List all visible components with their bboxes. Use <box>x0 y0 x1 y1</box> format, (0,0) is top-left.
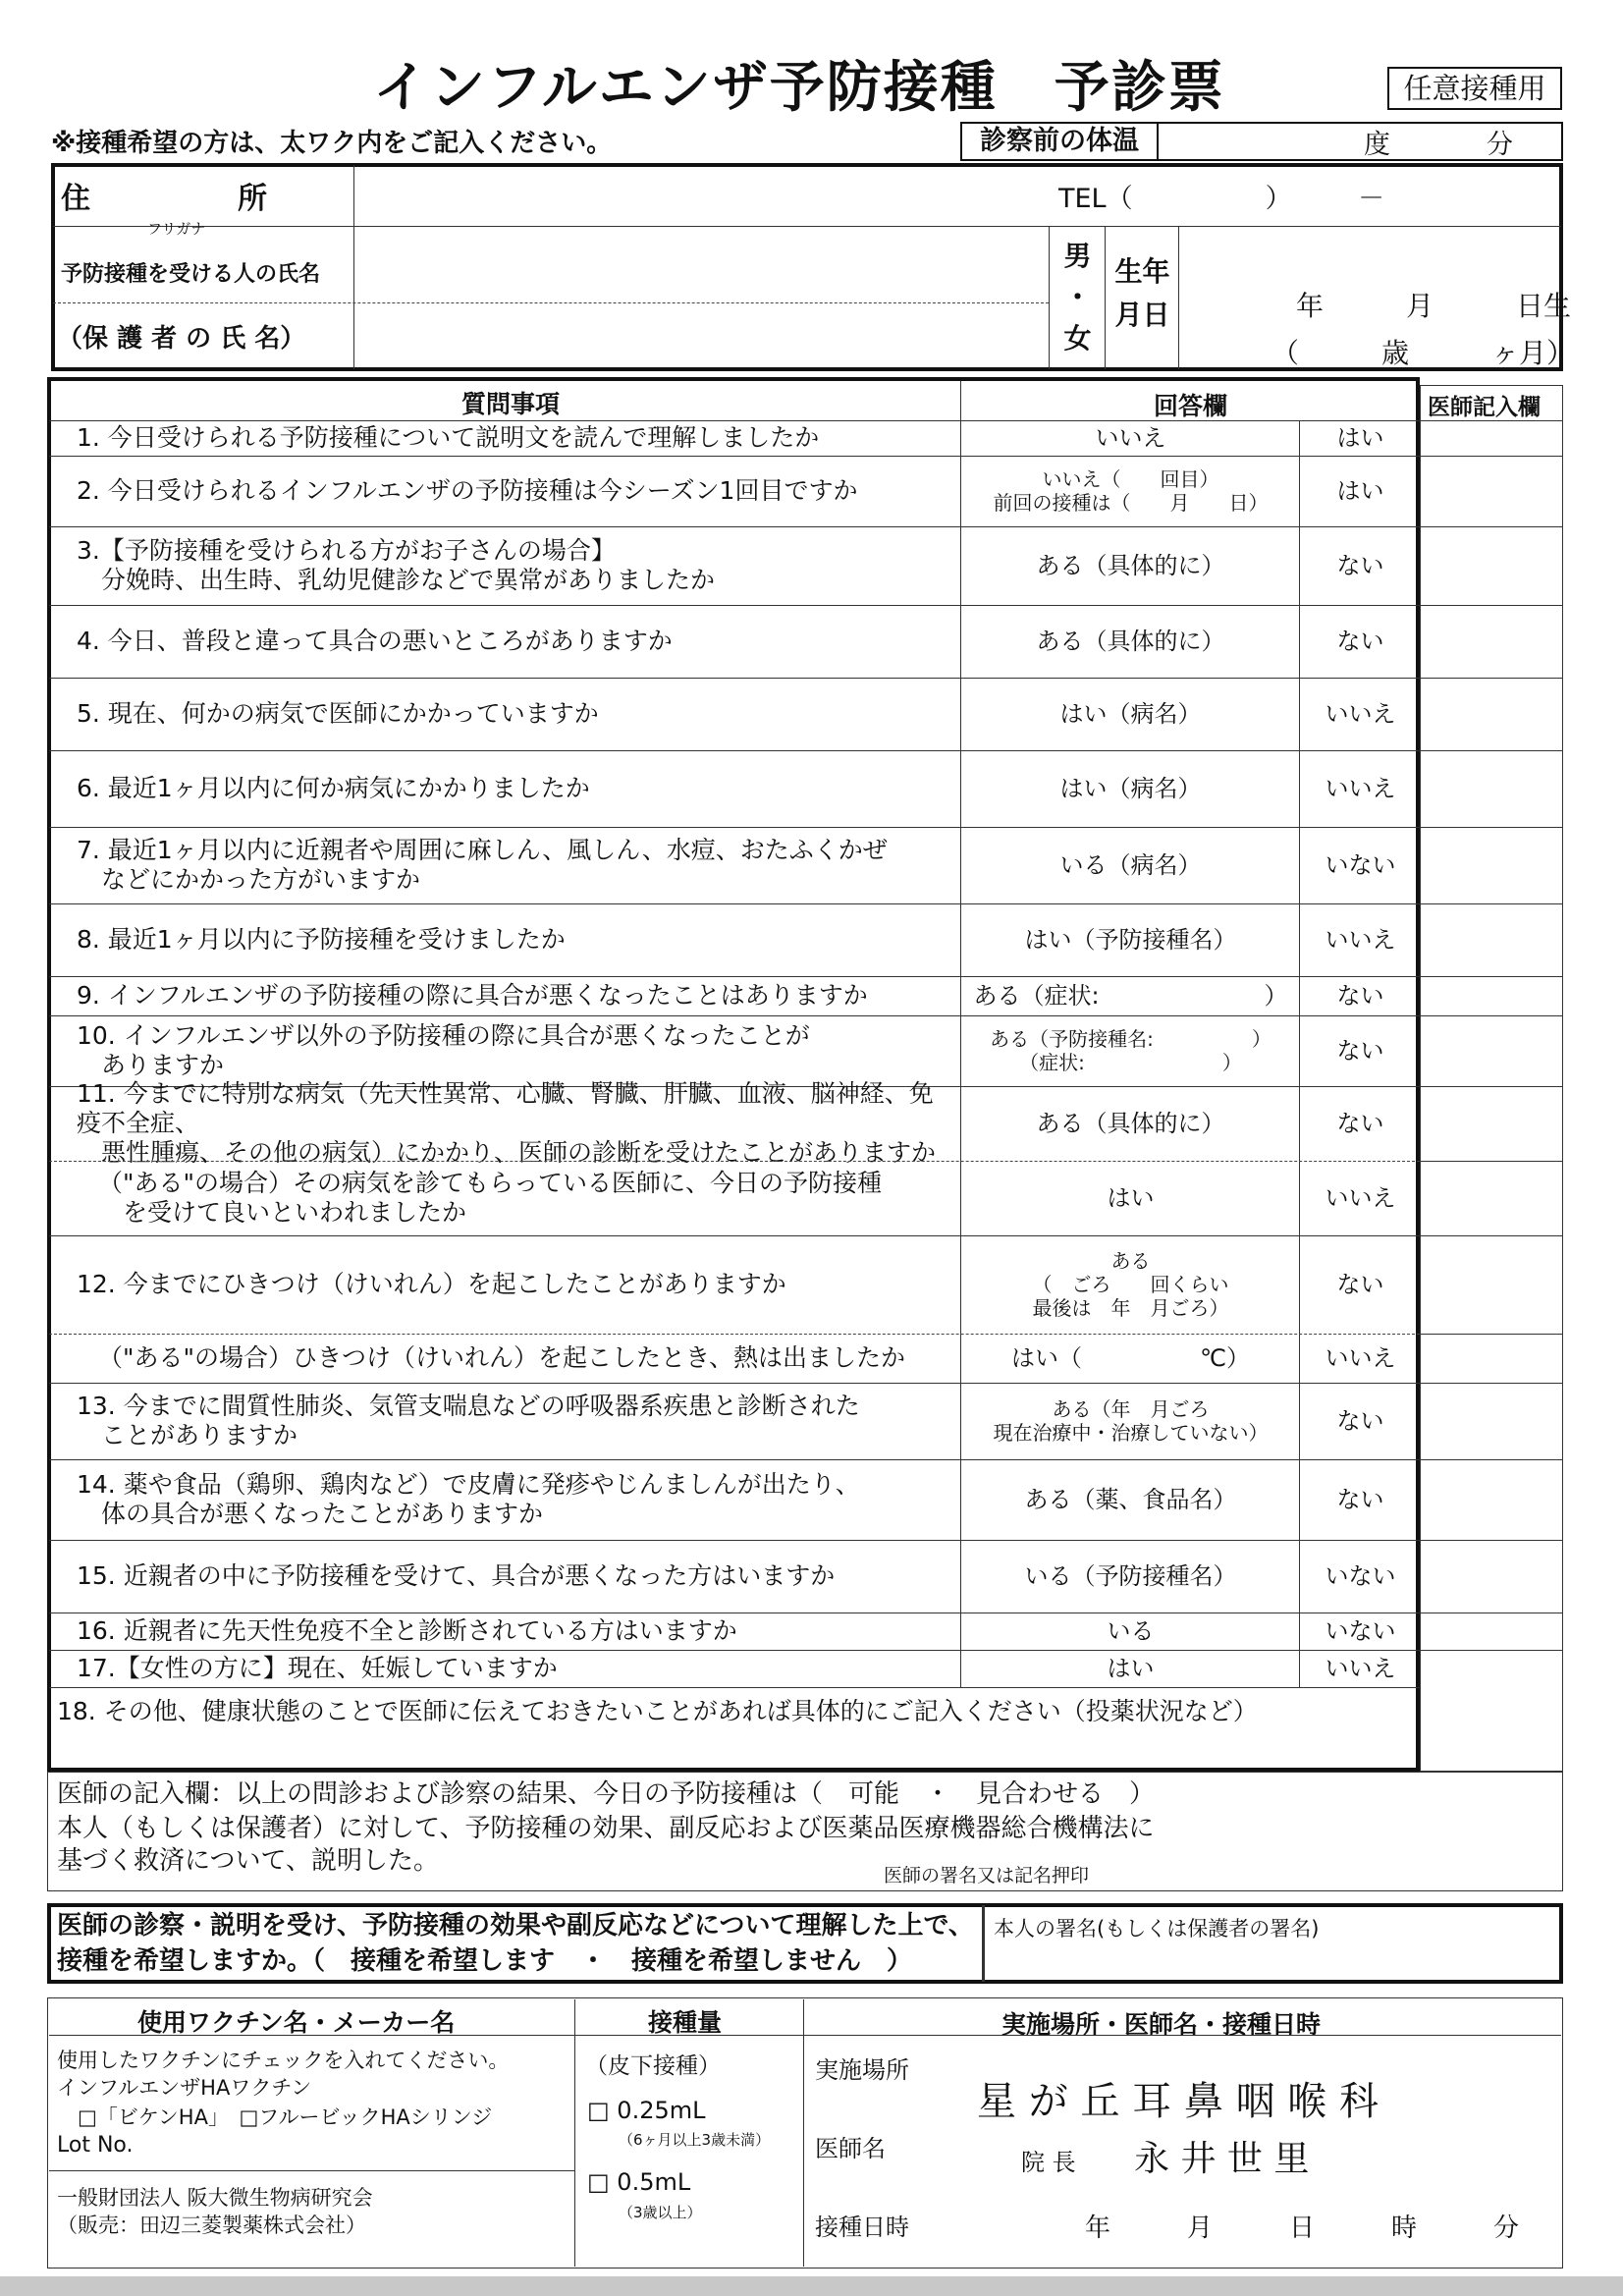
question-11-answer-yes[interactable]: ある（具体的に） <box>1036 1110 1225 1137</box>
temperature-box <box>960 122 1563 161</box>
consent-signature-field[interactable] <box>984 1940 1561 1981</box>
question-6-text: 6. 最近1ヶ月以内に何か病気にかかりましたか <box>77 774 590 802</box>
question-18-field[interactable] <box>57 1730 1412 1768</box>
question-13-text: 12. 今までにひきつけ（けいれん）を起こしたことがありますか <box>77 1270 786 1298</box>
question-17-answer-no[interactable]: いない <box>1325 1562 1396 1590</box>
dob-label <box>1107 250 1178 337</box>
maker-name: 一般財団法人 阪大微生物病研究会 <box>57 2186 373 2210</box>
question-18-answer-yes[interactable]: いる <box>1107 1617 1155 1645</box>
question-15-doctor-cell[interactable] <box>1422 1383 1561 1459</box>
temperature-label: 診察前の体温 <box>962 124 1159 159</box>
consent-signature-label: 本人の署名(もしくは保護者の署名) <box>994 1917 1320 1941</box>
dose-option-05[interactable]: □ 0.5mL <box>587 2168 691 2196</box>
question-12-answer-yes[interactable]: はい <box>1107 1184 1155 1212</box>
question-9-answer-no[interactable]: ない <box>1336 982 1384 1010</box>
vaccine-options[interactable]: □「ビケンHA」 □フルービックHAシリンジ <box>57 2105 493 2129</box>
question-18: 18. その他、健康状態のことで医師に伝えておきたいことがあれば具体的にご記入ください（投薬状況など） <box>57 1697 1258 1725</box>
question-9-text: 9. インフルエンザの予防接種の際に具合が悪くなったことはありますか <box>77 981 868 1010</box>
question-1-answer-no[interactable]: はい <box>1336 424 1384 452</box>
question-18-answer-no[interactable]: いない <box>1325 1617 1396 1645</box>
tel-field[interactable]: TEL（ ） － <box>1058 183 1385 214</box>
place-stamp: 星 が 丘 耳 鼻 咽 喉 科 <box>977 2079 1380 2124</box>
temperature-unit-minute: 分 <box>1487 129 1513 160</box>
consent-line1: 医師の診察・説明を受け、予防接種の効果や副反応などについて理解した上で、 <box>57 1911 974 1941</box>
sex-separator: ・ <box>1063 281 1092 313</box>
doctor-name-stamp: 永 井 世 里 <box>1134 2139 1310 2179</box>
question-15-answer-no[interactable]: ない <box>1336 1407 1384 1435</box>
address-label: 住 所 <box>61 182 267 216</box>
vaccination-datetime-field[interactable]: 年 月 日 時 分 <box>1085 2214 1520 2243</box>
question-10-text: 10. インフルエンザ以外の予防接種の際に具合が悪くなったことが ありますか <box>77 1021 810 1079</box>
question-16-doctor-cell[interactable] <box>1422 1459 1561 1540</box>
dob-label-1: 生年 <box>1114 255 1170 288</box>
question-14-doctor-cell[interactable] <box>1422 1334 1561 1383</box>
age-field[interactable]: （ 歳 ヶ月） <box>1271 337 1575 369</box>
question-10-answer-yes[interactable]: ある（予防接種名: ） （症状: ） <box>990 1027 1271 1074</box>
question-9-answer-yes[interactable]: ある（症状: ） <box>973 982 1288 1010</box>
question-5-text: 5. 現在、何かの病気で医師にかかっていますか <box>77 699 599 728</box>
question-9-doctor-cell[interactable] <box>1422 976 1561 1015</box>
question-18-text: 16. 近親者に先天性免疫不全と診断されている方はいますか <box>77 1616 737 1645</box>
question-19-answer-no[interactable]: いいえ <box>1325 1655 1396 1682</box>
address-field[interactable] <box>355 167 1043 224</box>
question-3-doctor-cell[interactable] <box>1422 526 1561 605</box>
question-4-doctor-cell[interactable] <box>1422 605 1561 678</box>
question-19-text: 17.【女性の方に】現在、妊娠していますか <box>77 1654 558 1682</box>
question-7-answer-yes[interactable]: いる（病名） <box>1059 851 1202 879</box>
temperature-field[interactable] <box>1159 124 1561 159</box>
question-1-doctor-cell[interactable] <box>1422 420 1561 456</box>
question-5-doctor-cell[interactable] <box>1422 678 1561 750</box>
dob-label-2: 月日 <box>1114 299 1170 331</box>
vaccine-header: 使用ワクチン名・メーカー名 <box>137 2008 456 2037</box>
header-answer: 回答欄 <box>1154 392 1228 420</box>
vaccine-instruction: 使用したワクチンにチェックを入れてください。 <box>57 2049 510 2072</box>
question-6-answer-no[interactable]: いいえ <box>1325 775 1396 802</box>
question-11-answer-no[interactable]: ない <box>1336 1110 1384 1137</box>
dob-field[interactable]: 年 月 日生 <box>1296 290 1572 322</box>
question-10-answer-no[interactable]: ない <box>1336 1037 1384 1065</box>
question-4-text: 4. 今日、普段と違って具合の悪いところがありますか <box>77 627 673 655</box>
question-12-answer-no[interactable]: いいえ <box>1325 1184 1396 1212</box>
question-16-text: 14. 薬や食品（鶏卵、鶏肉など）で皮膚に発疹やじんましんが出たり、 体の具合が悪くなったことがありますか <box>77 1470 860 1528</box>
header-question: 質問事項 <box>461 390 561 418</box>
dose-header: 接種量 <box>648 2008 723 2037</box>
doctor-name-label: 医師名 <box>815 2135 886 2162</box>
question-2-text: 2. 今日受けられるインフルエンザの予防接種は今シーズン1回目ですか <box>77 476 858 505</box>
guardian-field[interactable] <box>355 306 1047 365</box>
question-12-doctor-cell[interactable] <box>1422 1161 1561 1235</box>
question-6-answer-yes[interactable]: はい（病名） <box>1059 775 1202 802</box>
question-8-answer-no[interactable]: いいえ <box>1325 926 1396 954</box>
question-17-text: 15. 近親者の中に予防接種を受けて、具合が悪くなった方はいますか <box>77 1561 836 1590</box>
question-5-answer-yes[interactable]: はい（病名） <box>1059 700 1202 728</box>
question-5-answer-no[interactable]: いいえ <box>1325 700 1396 728</box>
question-8-text: 8. 最近1ヶ月以内に予防接種を受けましたか <box>77 925 566 954</box>
distributor-name: （販売：田辺三菱製薬株式会社） <box>57 2214 366 2237</box>
dose-option-05-note: （3歳以上） <box>619 2204 702 2221</box>
question-11-text: 11. 今までに特別な病気（先天性異常、心臓、腎臓、肝臓、血液、脳神経、免疫不全症、 悪性腫瘍、その他の病気）にかかり、医師の診断を受けたことがありますか <box>77 1079 937 1167</box>
fill-notice: ※接種希望の方は、太ワク内をご記入ください。 <box>51 129 613 158</box>
place-header: 実施場所・医師名・接種日時 <box>1001 2010 1322 2039</box>
question-10-doctor-cell[interactable] <box>1422 1015 1561 1086</box>
question-16-answer-no[interactable]: ない <box>1336 1486 1384 1513</box>
sex-male[interactable]: 男 <box>1063 240 1092 272</box>
question-19-doctor-cell[interactable] <box>1422 1650 1561 1687</box>
doctor-note-line2: 本人（もしくは保護者）に対して、予防接種の効果、副反応および医薬品医療機器総合機構法に <box>57 1814 1155 1843</box>
dose-option-025-note: （6ヶ月以上3歳未満） <box>619 2131 771 2149</box>
date-label: 接種日時 <box>815 2214 909 2241</box>
vaccine-name: インフルエンザHAワクチン <box>57 2076 312 2100</box>
question-2-answer-yes[interactable]: いいえ（ 回目） 前回の接種は（ 月 日） <box>993 467 1269 515</box>
optional-vaccination-badge: 任意接種用 <box>1387 67 1562 110</box>
question-14-answer-no[interactable]: いいえ <box>1325 1344 1396 1372</box>
question-14-answer-yes[interactable]: はい（ ℃） <box>1011 1344 1250 1372</box>
name-field[interactable] <box>355 228 1047 301</box>
question-1-answer-yes[interactable]: いいえ <box>1095 424 1166 452</box>
doctor-note-line1: 医師の記入欄：以上の問診および診察の結果、今日の予防接種は（ 可能 ・ 見合わせる ） <box>57 1779 1156 1809</box>
question-7-answer-no[interactable]: いない <box>1325 851 1396 879</box>
question-3-text: 3.【予防接種を受けられる方がお子さんの場合】 分娩時、出生時、乳幼児健診などで異常がありましたか <box>77 536 716 594</box>
sex-female[interactable]: 女 <box>1063 322 1092 355</box>
question-7-text: 7. 最近1ヶ月以内に近親者や周囲に麻しん、風しん、水痘、おたふくかぜ などにかかった方がいますか <box>77 836 888 894</box>
dose-route: （皮下接種） <box>585 2053 721 2079</box>
doctor-title-stamp: 院 長 <box>1021 2149 1076 2176</box>
dose-option-025[interactable]: □ 0.25mL <box>587 2097 706 2124</box>
question-18-doctor-cell[interactable] <box>1422 1613 1561 1650</box>
place-label: 実施場所 <box>815 2056 909 2084</box>
question-3-answer-no[interactable]: ない <box>1336 552 1384 579</box>
doctor-note-line3: 基づく救済について、説明した。 <box>57 1846 439 1876</box>
header-doctor: 医師記入欄 <box>1428 395 1541 420</box>
question-17-doctor-cell[interactable] <box>1422 1540 1561 1613</box>
guardian-label: （保 護 者 の 氏 名） <box>57 323 306 354</box>
question-8-doctor-cell[interactable] <box>1422 903 1561 976</box>
question-2-doctor-cell[interactable] <box>1422 456 1561 526</box>
question-15-text: 13. 今までに間質性肺炎、気管支喘息などの呼吸器系疾患と診断された ことがありますか <box>77 1392 860 1449</box>
scan-edge <box>0 2276 1623 2296</box>
sex-selector[interactable] <box>1051 236 1105 359</box>
question-13-answer-no[interactable]: ない <box>1336 1271 1384 1298</box>
question-14-text: （"ある"の場合）ひきつけ（けいれん）を起こしたとき、熱は出ましたか <box>98 1343 906 1372</box>
name-label: 予防接種を受ける人の氏名 <box>61 261 321 287</box>
question-1-text: 1. 今日受けられる予防接種について説明文を読んで理解しましたか <box>77 423 820 452</box>
question-17-answer-yes[interactable]: いる（予防接種名） <box>1024 1562 1237 1590</box>
consent-line2[interactable]: 接種を希望しますか。（ 接種を希望します ・ 接種を希望しません ） <box>57 1946 913 1976</box>
question-12-text: （"ある"の場合）その病気を診てもらっている医師に、今日の予防接種 を受けて良いといわれましたか <box>98 1169 883 1227</box>
question-13-answer-yes[interactable]: ある （ ごろ 回くらい 最後は 年 月ごろ） <box>1032 1249 1229 1320</box>
question-19-answer-yes[interactable]: はい <box>1107 1655 1155 1682</box>
doctor-signature-label: 医師の署名又は記名押印 <box>884 1865 1090 1886</box>
temperature-unit-degree: 度 <box>1364 129 1390 160</box>
question-2-answer-no[interactable]: はい <box>1336 477 1384 505</box>
question-11-doctor-cell[interactable] <box>1422 1086 1561 1161</box>
question-15-answer-yes[interactable]: ある（年 月ごろ 現在治療中・治療していない） <box>993 1397 1269 1445</box>
question-3-answer-yes[interactable]: ある（具体的に） <box>1036 552 1225 579</box>
question-6-doctor-cell[interactable] <box>1422 750 1561 827</box>
question-16-answer-yes[interactable]: ある（薬、食品名） <box>1024 1486 1237 1513</box>
question-4-answer-yes[interactable]: ある（具体的に） <box>1036 628 1225 655</box>
question-4-answer-no[interactable]: ない <box>1336 628 1384 655</box>
question-8-answer-yes[interactable]: はい（予防接種名） <box>1024 926 1237 954</box>
furigana-label: フリガナ <box>147 220 206 238</box>
form-title: インフルエンザ予防接種 予診票 <box>373 56 1225 120</box>
question-13-doctor-cell[interactable] <box>1422 1235 1561 1334</box>
lot-number-label: Lot No. <box>57 2133 134 2158</box>
question-7-doctor-cell[interactable] <box>1422 827 1561 903</box>
